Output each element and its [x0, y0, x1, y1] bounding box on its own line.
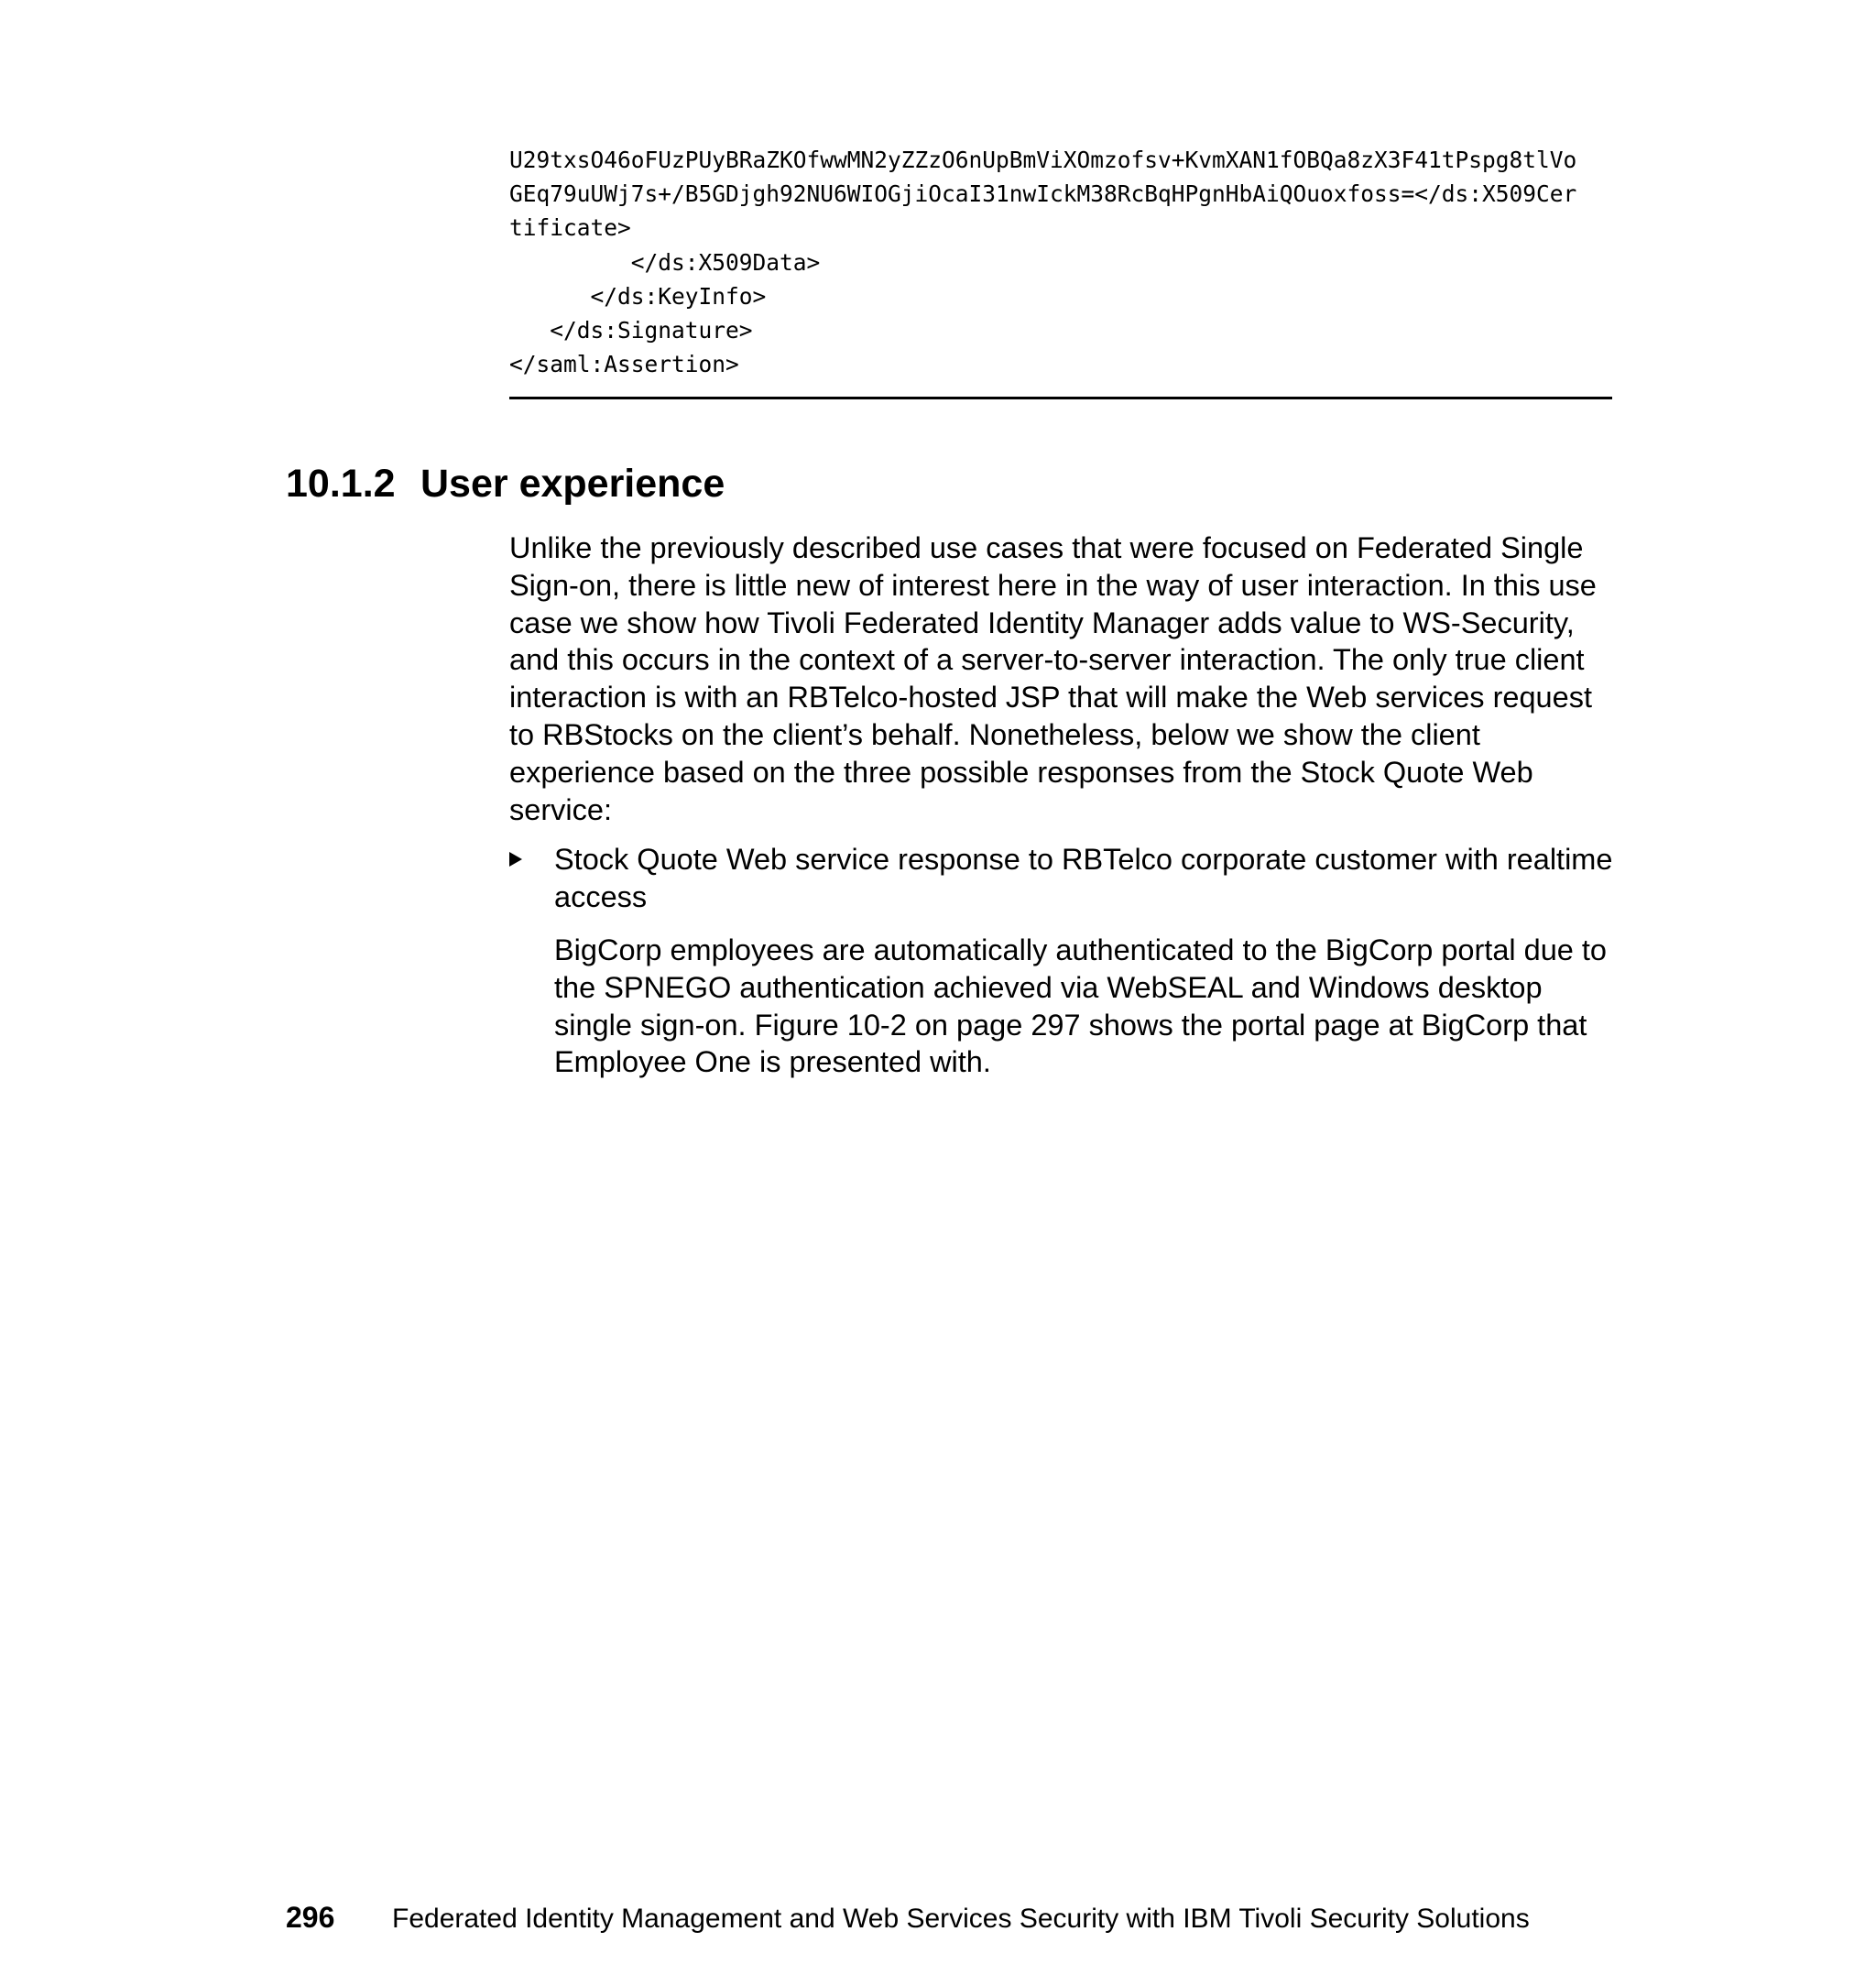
- code-line: </saml:Assertion>: [509, 351, 739, 378]
- page-footer: [286, 1899, 1530, 1937]
- intro-paragraph: Unlike the previously described use cases that were focused on Federated Single Sign-on, there is little new of interest here in the way of user interaction. In this use case we show how Tivoli Federated Identity Manager adds value to WS-Security, and this occurs in the context of a server-to-server interaction. The only true client interaction is with an RBTelco-hosted JSP that will make the Web services request to RBStocks on the client’s behalf. Nonetheless, below we show the client experience based on the three possible responses from the Stock Quote Web service:: [509, 531, 1597, 826]
- code-listing: [509, 143, 1612, 381]
- code-line: </ds:KeyInfo>: [509, 282, 767, 310]
- code-line: U29txsO46oFUzPUyBRaZKOfwwMN2yZZzO6nUpBmViXOmzofsv+KvmXAN1fOBQa8zX3F41tPspg8tlVo: [509, 147, 1577, 173]
- page-number: 296: [286, 1901, 335, 1934]
- code-line: tificate>: [509, 214, 631, 242]
- code-block-bottom-rule: [509, 397, 1612, 399]
- section-heading: [286, 458, 725, 509]
- section-title: User experience: [420, 462, 725, 506]
- section-number: 10.1.2: [286, 462, 396, 506]
- code-line: GEq79uUWj7s+/B5GDjgh92NU6WIOGjiOcaI31nwIckM38RcBqHPgnHbAiQOuoxfoss=</ds:X509Cer: [509, 180, 1577, 208]
- triangle-bullet-icon: [509, 852, 522, 867]
- bullet-detail-paragraph: BigCorp employees are automatically authenticated to the BigCorp portal due to the SPNEGO authentication achieved via WebSEAL and Windows desktop single sign-on. Figure 10-2 on page 297 shows the portal page at BigCorp that Employee One is presented with.: [554, 933, 1608, 1079]
- code-line: </ds:Signature>: [509, 317, 753, 344]
- book-title: Federated Identity Management and Web Services Security with IBM Tivoli Security Solutions: [392, 1904, 1530, 1934]
- code-line: </ds:X509Data>: [509, 248, 821, 276]
- bullet-item-text: Stock Quote Web service response to RBTelco corporate customer with realtime access: [554, 843, 1613, 913]
